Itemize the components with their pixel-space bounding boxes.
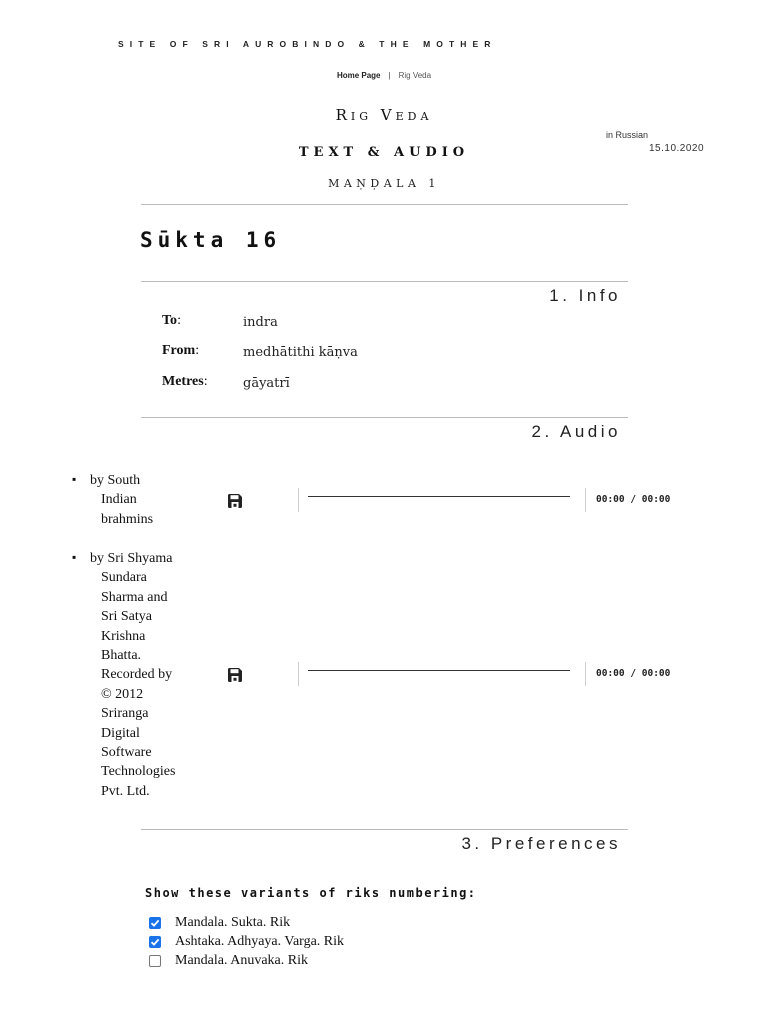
floppy-disk-icon[interactable] bbox=[228, 668, 242, 682]
breadcrumb-home-link[interactable]: Home Page bbox=[336, 71, 381, 80]
divider bbox=[141, 829, 628, 830]
checkbox-label[interactable]: Ashtaka. Adhyaya. Varga. Rik bbox=[175, 933, 345, 949]
info-value-metres: gāyatrī bbox=[243, 376, 290, 391]
floppy-disk-icon[interactable] bbox=[228, 494, 242, 508]
checkmark-icon bbox=[150, 918, 160, 928]
sukta-title: Sūkta 16 bbox=[140, 228, 282, 252]
option-ashtaka-adhyaya-varga-rik[interactable] bbox=[149, 932, 344, 951]
info-heading: 1. Info bbox=[549, 286, 621, 305]
checkbox[interactable] bbox=[149, 917, 161, 929]
player-divider bbox=[298, 488, 299, 512]
bullet: ▪ bbox=[72, 550, 77, 564]
info-value-from: medhātithi kāṇva bbox=[243, 345, 358, 360]
preferences-heading: 3. Preferences bbox=[461, 834, 621, 853]
audio-progress-track[interactable] bbox=[308, 496, 570, 497]
breadcrumb-current[interactable]: Rig Veda bbox=[398, 71, 432, 80]
checkmark-icon bbox=[150, 937, 160, 947]
option-mandala-anuvaka-rik[interactable] bbox=[149, 951, 308, 970]
divider bbox=[141, 417, 628, 418]
audio-progress-track[interactable] bbox=[308, 670, 570, 671]
save-audio-button[interactable] bbox=[228, 493, 242, 512]
audio-heading: 2. Audio bbox=[531, 422, 621, 441]
player-divider bbox=[298, 662, 299, 686]
breadcrumb bbox=[0, 71, 768, 80]
audio-item-text: by South Indian brahmins bbox=[90, 473, 154, 527]
audio-time: 00:00 / 00:00 bbox=[596, 494, 671, 505]
divider bbox=[141, 204, 628, 205]
checkbox-label[interactable]: Mandala. Anuvaka. Rik bbox=[175, 952, 308, 968]
audio-item-south-indian bbox=[72, 471, 202, 529]
option-mandala-sukta-rik[interactable] bbox=[149, 913, 290, 932]
date-label: 15.10.2020 bbox=[649, 143, 705, 154]
audio-item-sri-shyama bbox=[72, 549, 202, 801]
page-title: Rig Veda bbox=[335, 106, 433, 124]
info-label-to: To: bbox=[162, 313, 181, 328]
breadcrumb-separator: | bbox=[388, 71, 391, 80]
site-title[interactable]: SITE OF SRI AUROBINDO & THE MOTHER bbox=[118, 39, 497, 49]
save-audio-button[interactable] bbox=[228, 667, 242, 686]
player-divider bbox=[585, 488, 586, 512]
checkbox[interactable] bbox=[149, 955, 161, 967]
info-label-from: From: bbox=[162, 343, 200, 358]
mandala-title: MAṆḌALA 1 bbox=[328, 177, 440, 190]
audio-player bbox=[298, 662, 674, 686]
checkbox[interactable] bbox=[149, 936, 161, 948]
riks-numbering-label: Show these variants of riks numbering: bbox=[145, 886, 477, 900]
player-divider bbox=[585, 662, 586, 686]
language-link[interactable]: in Russian bbox=[606, 130, 649, 140]
divider bbox=[141, 281, 628, 282]
bullet: ▪ bbox=[72, 472, 77, 486]
audio-item-text: by Sri Shyama Sundara Sharma and Sri Satya Krishna Bhatta. Recorded by © 2012 Sriranga Digital Software Technologies Pvt. Ltd. bbox=[90, 551, 176, 799]
page-subtitle: TEXT & AUDIO bbox=[298, 145, 470, 160]
info-value-to: indra bbox=[243, 315, 278, 330]
info-label-metres: Metres: bbox=[162, 374, 208, 389]
audio-time: 00:00 / 00:00 bbox=[596, 668, 671, 679]
audio-player bbox=[298, 488, 674, 512]
checkbox-label[interactable]: Mandala. Sukta. Rik bbox=[175, 914, 291, 930]
